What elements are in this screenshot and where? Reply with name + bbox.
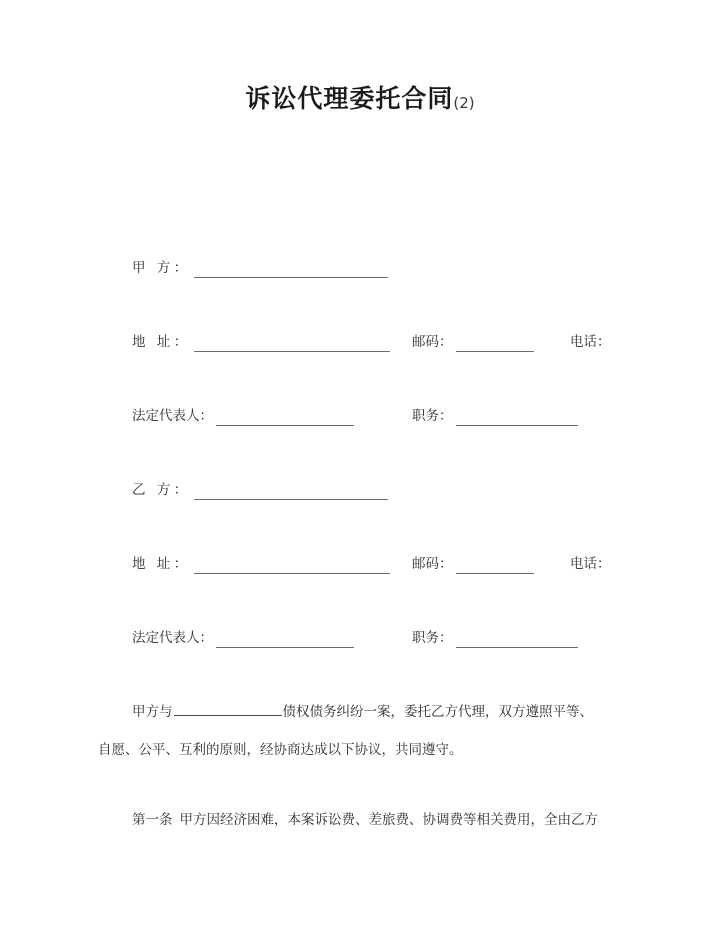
party-a-phone-field[interactable] (570, 330, 611, 352)
party-a-address-row (0, 330, 720, 352)
party-b-legal-rep-label: 法定代表人： (132, 630, 213, 646)
clause-1-number: 第一条 (132, 812, 173, 828)
party-b-position-blank[interactable] (456, 632, 578, 648)
party-a-address-label: 地 址： (132, 334, 191, 350)
preamble-line-1 (132, 694, 593, 730)
party-a-legal-rep-row (0, 404, 720, 426)
party-b-postcode-blank[interactable] (456, 558, 534, 574)
party-a-position-field[interactable] (412, 404, 578, 426)
party-b-legal-rep-blank[interactable] (216, 632, 354, 648)
party-b-position-label: 职务： (412, 630, 453, 646)
party-b-name-row (0, 478, 720, 500)
party-a-postcode-label: 邮码： (412, 334, 453, 350)
page-title-suffix: (2) (453, 94, 475, 112)
party-b-phone-label: 电话： (570, 556, 611, 572)
party-b-address-field[interactable] (132, 552, 390, 574)
party-a-name-field[interactable] (132, 256, 388, 278)
party-a-legal-rep-blank[interactable] (216, 410, 354, 426)
clause-1 (132, 802, 598, 838)
party-b-legal-rep-row (0, 626, 720, 648)
preamble-line-2-text: 自愿、公平、互利的原则，经协商达成以下协议，共同遵守。 (98, 742, 463, 758)
party-a-legal-rep-label: 法定代表人： (132, 408, 213, 424)
party-b-legal-rep-field[interactable] (132, 626, 354, 648)
party-b-address-label: 地 址： (132, 556, 191, 572)
party-b-postcode-field[interactable] (412, 552, 534, 574)
party-b-name-label: 乙 方： (132, 482, 191, 498)
party-b-name-field[interactable] (132, 478, 388, 500)
party-a-address-blank[interactable] (194, 336, 390, 352)
party-a-name-row (0, 256, 720, 278)
party-a-position-label: 职务： (412, 408, 453, 424)
party-a-name-label: 甲 方： (132, 260, 191, 276)
party-a-postcode-field[interactable] (412, 330, 534, 352)
preamble-text-before-blank: 甲方与 (132, 704, 173, 720)
preamble-line-2 (98, 732, 463, 768)
page-title-text: 诉讼代理委托合同 (245, 84, 454, 113)
party-a-position-blank[interactable] (456, 410, 578, 426)
case-name-blank[interactable] (174, 701, 282, 716)
party-b-address-blank[interactable] (194, 558, 390, 574)
party-a-name-blank[interactable] (194, 262, 388, 278)
party-b-address-row (0, 552, 720, 574)
clause-1-text: 甲方因经济困难，本案诉讼费、差旅费、协调费等相关费用，全由乙方 (179, 812, 598, 828)
party-b-phone-field[interactable] (570, 552, 611, 574)
party-a-address-field[interactable] (132, 330, 390, 352)
party-b-name-blank[interactable] (194, 484, 388, 500)
preamble-text-after-blank: 债权债务纠纷一案，委托乙方代理，双方遵照平等、 (282, 704, 593, 720)
party-a-phone-label: 电话： (570, 334, 611, 350)
page-title (0, 79, 720, 115)
party-b-position-field[interactable] (412, 626, 578, 648)
party-a-legal-rep-field[interactable] (132, 404, 354, 426)
party-a-postcode-blank[interactable] (456, 336, 534, 352)
party-b-postcode-label: 邮码： (412, 556, 453, 572)
